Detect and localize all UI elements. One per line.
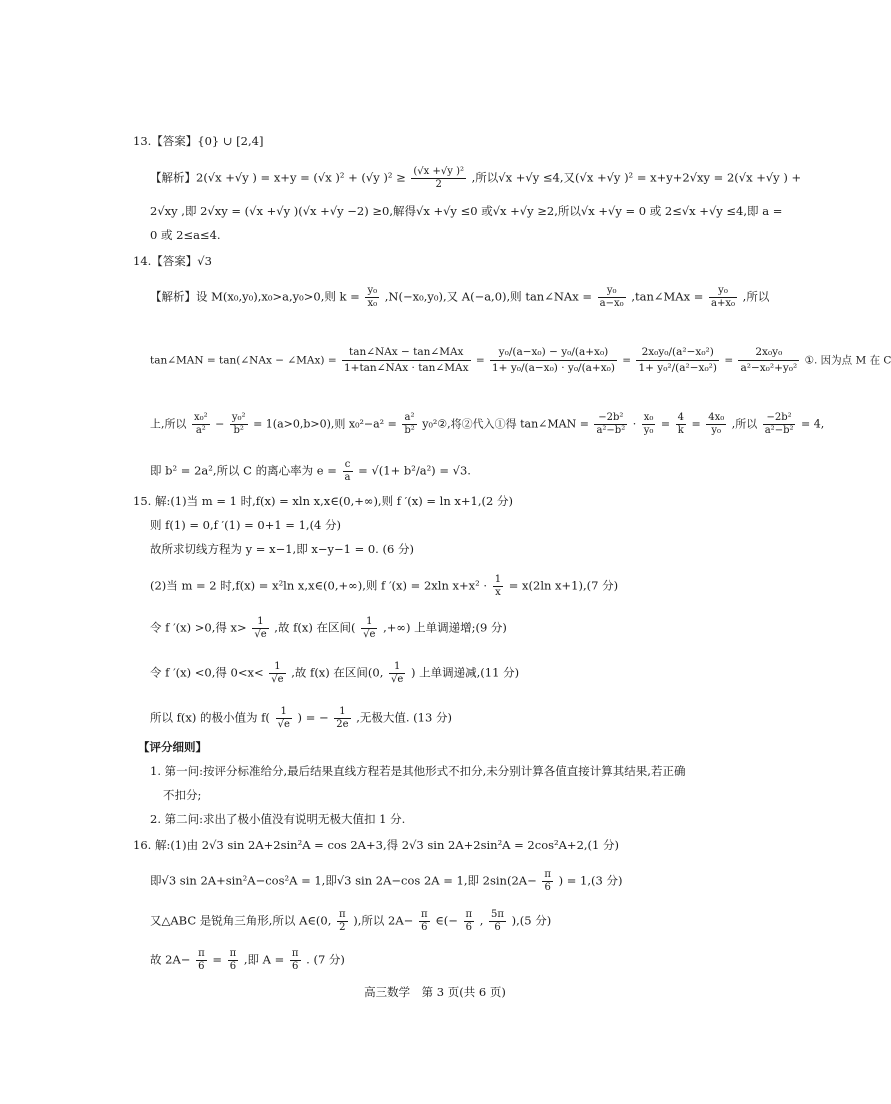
q14-l3-frac-1 (192, 412, 210, 437)
equals-sign: = (212, 952, 222, 967)
comma: , (479, 913, 484, 928)
frac-num: π (544, 869, 551, 880)
q16-l3-text-c: ∈(− (435, 913, 458, 928)
frac-num: 4x₀ (708, 412, 725, 423)
frac-num: π (465, 909, 473, 920)
q15-l4-text-b: = x(2ln x+1),(7 分) (508, 578, 619, 593)
frac-den: a (344, 472, 351, 483)
rubric-item-2: 2. 第二问:求出了极小值没有说明无极大值扣 1 分. (150, 812, 406, 826)
frac-den: y₀ (643, 425, 654, 436)
frac-num: y₀/(a−x₀) − y₀/(a+x₀) (490, 345, 617, 361)
frac-num: 1 (494, 574, 502, 585)
q16-l3-text-a: 又△ABC 是锐角三角形,所以 A∈(0, (150, 913, 332, 928)
frac-num: 2x₀y₀/(a²−x₀²) (636, 345, 719, 361)
frac-den: a−x₀ (599, 298, 624, 309)
q14-l3-frac-8 (763, 412, 796, 437)
frac-den: a²−b² (596, 425, 626, 436)
q15-l7-text-c: ,无极大值. (13 分) (356, 710, 452, 725)
frac-den: 6 (494, 922, 501, 933)
q15-line-4 (150, 574, 618, 599)
q16-l2-text-a: 即√3 sin 2A+sin²A−cos²A = 1,即√3 sin 2A−cos 2A = 1,即 2sin(2A− (150, 873, 537, 888)
frac-den: √e (271, 674, 284, 685)
frac-num: y₀ (598, 285, 626, 298)
frac-num: y₀ (367, 285, 378, 296)
frac-num: y₀² (231, 412, 246, 423)
q13-fraction (411, 166, 466, 191)
q14-l1-text-c: ,tan∠MAx = (631, 289, 704, 304)
q14-l1-frac-t1 (598, 285, 626, 310)
frac-num: −2b² (763, 412, 796, 425)
frac-num: 1 (361, 616, 377, 629)
q14-l3-text-a: 上,所以 (150, 417, 187, 431)
q14-l1-text-b: ,N(−x₀,y₀),又 A(−a,0),则 tan∠NAx = (384, 289, 592, 304)
q16-l4-frac-2 (228, 948, 239, 973)
q16-l4-frac-3 (290, 948, 301, 973)
frac-num: 4 (677, 412, 684, 423)
q14-l3-frac-7 (706, 412, 726, 437)
q16-l3-frac-3 (464, 909, 475, 934)
q14-solution-line-4 (150, 459, 471, 484)
q14-l2-frac-1 (342, 345, 471, 376)
frac-num: 1 (276, 706, 292, 719)
q14-l3-frac-2 (230, 412, 248, 437)
frac-num: y₀ (709, 285, 737, 298)
q13-solution-line-2: 2√xy ,即 2√xy = (√x +√y )(√x +√y −2) ≥0,解得√x +√y ≤0 或√x +√y ≥2,所以√x +√y = 0 或 2≤√x +√y ≤4,即 a = (150, 204, 783, 218)
frac-den: b² (404, 425, 415, 436)
frac-den: k (677, 425, 684, 436)
q14-l1-frac-t2 (709, 285, 737, 310)
q14-l3-text-c: y₀²②,将②代入①得 tan∠MAN = (422, 417, 589, 431)
page-footer: 高三数学 第 3 页(共 6 页) (364, 985, 506, 999)
frac-num: tan∠NAx − tan∠MAx (342, 345, 471, 361)
frac-den: √e (363, 629, 376, 640)
q16-l4-text-b: ,即 A = (243, 952, 285, 967)
frac-den: √e (254, 629, 267, 640)
q16-line-3 (150, 909, 551, 934)
frac-num: π (291, 948, 299, 959)
q15-l5-text-a: 令 f ′(x) >0,得 x> (150, 620, 247, 635)
q15-l7-text-b: ) = − (297, 710, 329, 725)
q15-line-1: 15. 解:(1)当 m = 1 时,f(x) = xln x,x∈(0,+∞),则 f ′(x) = ln x+1,(2 分) (133, 494, 513, 508)
q15-l5-text-c: ,+∞) 上单调递增;(9 分) (383, 620, 507, 635)
q13-text-a: 【解析】2(√x +√y ) = x+y = (√x )² + (√y )² ≥ (150, 170, 406, 185)
q14-solution-line-1 (150, 285, 769, 310)
q15-line-3: 故所求切线方程为 y = x−1,即 x−y−1 = 0. (6 分) (150, 542, 414, 556)
q16-l2-frac (542, 869, 553, 894)
q14-l2-text-a: tan∠MAN = tan(∠NAx − ∠MAx) = (150, 354, 337, 367)
q16-l3-text-b: ),所以 2A− (353, 913, 414, 928)
q15-l6-text-b: ,故 f(x) 在区间(0, (291, 665, 384, 680)
q15-l6-text-c: ) 上单调递减,(11 分) (411, 665, 520, 680)
q16-l3-frac-1 (337, 909, 348, 934)
q14-l4-text-b: = √(1+ b²/a²) = √3. (358, 463, 471, 478)
q15-l6-frac-2 (389, 661, 405, 686)
frac-den: x (495, 587, 501, 598)
frac-num: π (420, 909, 428, 920)
q14-l3-frac-6 (676, 412, 686, 437)
q15-line-7 (150, 706, 452, 731)
frac-num: x₀ (642, 412, 656, 425)
q15-l7-text-a: 所以 f(x) 的极小值为 f( (150, 710, 270, 725)
q14-l2-text-b: ①. 因为点 M 在 C (804, 354, 891, 367)
q13-solution-line-1 (150, 166, 801, 191)
frac-num: a² (402, 412, 416, 425)
frac-den: a+x₀ (711, 298, 736, 309)
q15-line-2: 则 f(1) = 0,f ′(1) = 0+1 = 1,(4 分) (150, 518, 342, 532)
q15-l4-text-a: (2)当 m = 2 时,f(x) = x²ln x,x∈(0,+∞),则 f ′(x) = 2xln x+x² · (150, 578, 488, 593)
frac-den: 6 (465, 922, 472, 933)
frac-den: 6 (198, 961, 205, 972)
frac-num: π (339, 909, 346, 920)
frac-num: 1 (389, 661, 405, 674)
frac-den: y₀ (711, 425, 722, 436)
rubric-item-1: 1. 第一问:按评分标准给分,最后结果直线方程若是其他形式不扣分,未分别计算各值直接计算其结果,若正确 (150, 764, 686, 778)
q16-line-1: 16. 解:(1)由 2√3 sin 2A+2sin²A = cos 2A+3,得 2√3 sin 2A+2sin²A = 2cos²A+2,(1 分) (133, 838, 619, 852)
equals-sign: = (660, 417, 671, 431)
frac-den: a²−x₀²+y₀² (740, 362, 798, 374)
frac-den: √e (391, 674, 404, 685)
rubric-title: 【评分细则】 (138, 740, 207, 754)
rubric-item-1-cont: 不扣分; (163, 788, 202, 802)
equals-sign: = (475, 354, 485, 367)
q14-solution-line-2 (150, 345, 891, 376)
q16-line-4 (150, 948, 345, 973)
q14-l2-frac-4 (738, 345, 799, 376)
q16-l4-text-a: 故 2A− (150, 952, 191, 967)
q13-text-b: ,所以√x +√y ≤4,又(√x +√y )² = x+y+2√xy = 2(√x +√y ) + (471, 170, 802, 185)
q14-l4-text-a: 即 b² = 2a²,所以 C 的离心率为 e = (150, 463, 337, 478)
q14-l1-text-a: 【解析】设 M(x₀,y₀),x₀>a,y₀>0,则 k = (150, 289, 360, 304)
frac-num: x₀² (194, 412, 208, 423)
frac-den: a² (195, 425, 206, 436)
q15-l6-frac-1 (269, 661, 285, 686)
q14-l2-frac-2 (490, 345, 617, 376)
q13-frac-num: (√x +√y )² (413, 166, 464, 177)
frac-den: b² (233, 425, 244, 436)
q16-line-2 (150, 869, 622, 894)
q14-l3-frac-4 (594, 412, 627, 437)
frac-num: 2x₀y₀ (738, 345, 799, 361)
q14-l2-frac-3 (636, 345, 719, 376)
q15-l7-frac-2 (334, 706, 350, 731)
frac-den: 6 (229, 961, 237, 972)
frac-den: 6 (421, 922, 428, 933)
frac-den: 2 (339, 922, 346, 933)
minus-sign: − (215, 417, 225, 431)
q13-frac-den: 2 (435, 179, 442, 190)
dot-sign: · (632, 417, 637, 431)
equals-sign: = (691, 417, 701, 431)
frac-den: a²−b² (764, 425, 794, 436)
q15-l6-text-a: 令 f ′(x) <0,得 0<x< (150, 665, 264, 680)
q13-answer: 13.【答案】{0} ∪ [2,4] (133, 134, 264, 148)
frac-den: 1+ y₀²/(a²−x₀²) (638, 362, 717, 374)
frac-den: 6 (292, 961, 299, 972)
frac-den: x₀ (367, 298, 378, 309)
frac-num: π (229, 948, 237, 959)
q14-l4-frac-1 (343, 459, 353, 484)
frac-den: 1+tan∠NAx · tan∠MAx (343, 362, 469, 374)
q14-l1-text-d: ,所以 (742, 289, 770, 304)
q14-l3-frac-5 (642, 412, 656, 437)
q16-l4-frac-1 (196, 948, 207, 973)
q15-l5-text-b: ,故 f(x) 在区间( (274, 620, 356, 635)
frac-num: c (343, 459, 353, 472)
frac-num: 1 (269, 661, 285, 674)
frac-num: 1 (334, 706, 350, 719)
frac-den: 2e (336, 719, 349, 730)
q15-line-6 (150, 661, 519, 686)
frac-num: π (198, 948, 205, 959)
q14-l3-text-d: ,所以 (731, 417, 758, 431)
q15-l4-frac (493, 574, 503, 599)
q14-answer: 14.【答案】√3 (133, 254, 212, 268)
frac-den: 6 (544, 882, 551, 893)
q16-l3-frac-2 (419, 909, 430, 934)
q14-l1-frac-k (365, 285, 379, 310)
q16-l3-text-d: ),(5 分) (511, 913, 552, 928)
equals-sign: = (724, 354, 734, 367)
frac-den: √e (277, 719, 290, 730)
equals-sign: = (622, 354, 632, 367)
q14-solution-line-3 (150, 412, 824, 437)
q15-l5-frac-1 (252, 616, 268, 641)
q16-l2-text-b: ) = 1,(3 分) (558, 873, 623, 888)
frac-num: 1 (252, 616, 268, 629)
q16-l3-frac-4 (489, 909, 506, 934)
q15-l7-frac-1 (276, 706, 292, 731)
q14-l3-text-e: = 4, (800, 417, 825, 431)
q14-l3-frac-3 (402, 412, 416, 437)
frac-num: 5π (491, 909, 504, 920)
q13-solution-line-3: 0 或 2≤a≤4. (150, 228, 221, 242)
q15-l5-frac-2 (361, 616, 377, 641)
frac-den: 1+ y₀/(a−x₀) · y₀/(a+x₀) (492, 362, 615, 374)
q16-l4-text-c: . (7 分) (306, 952, 345, 967)
q14-l3-text-b: = 1(a>0,b>0),则 x₀²−a² = (253, 417, 397, 431)
frac-num: −2b² (594, 412, 627, 425)
q15-line-5 (150, 616, 507, 641)
